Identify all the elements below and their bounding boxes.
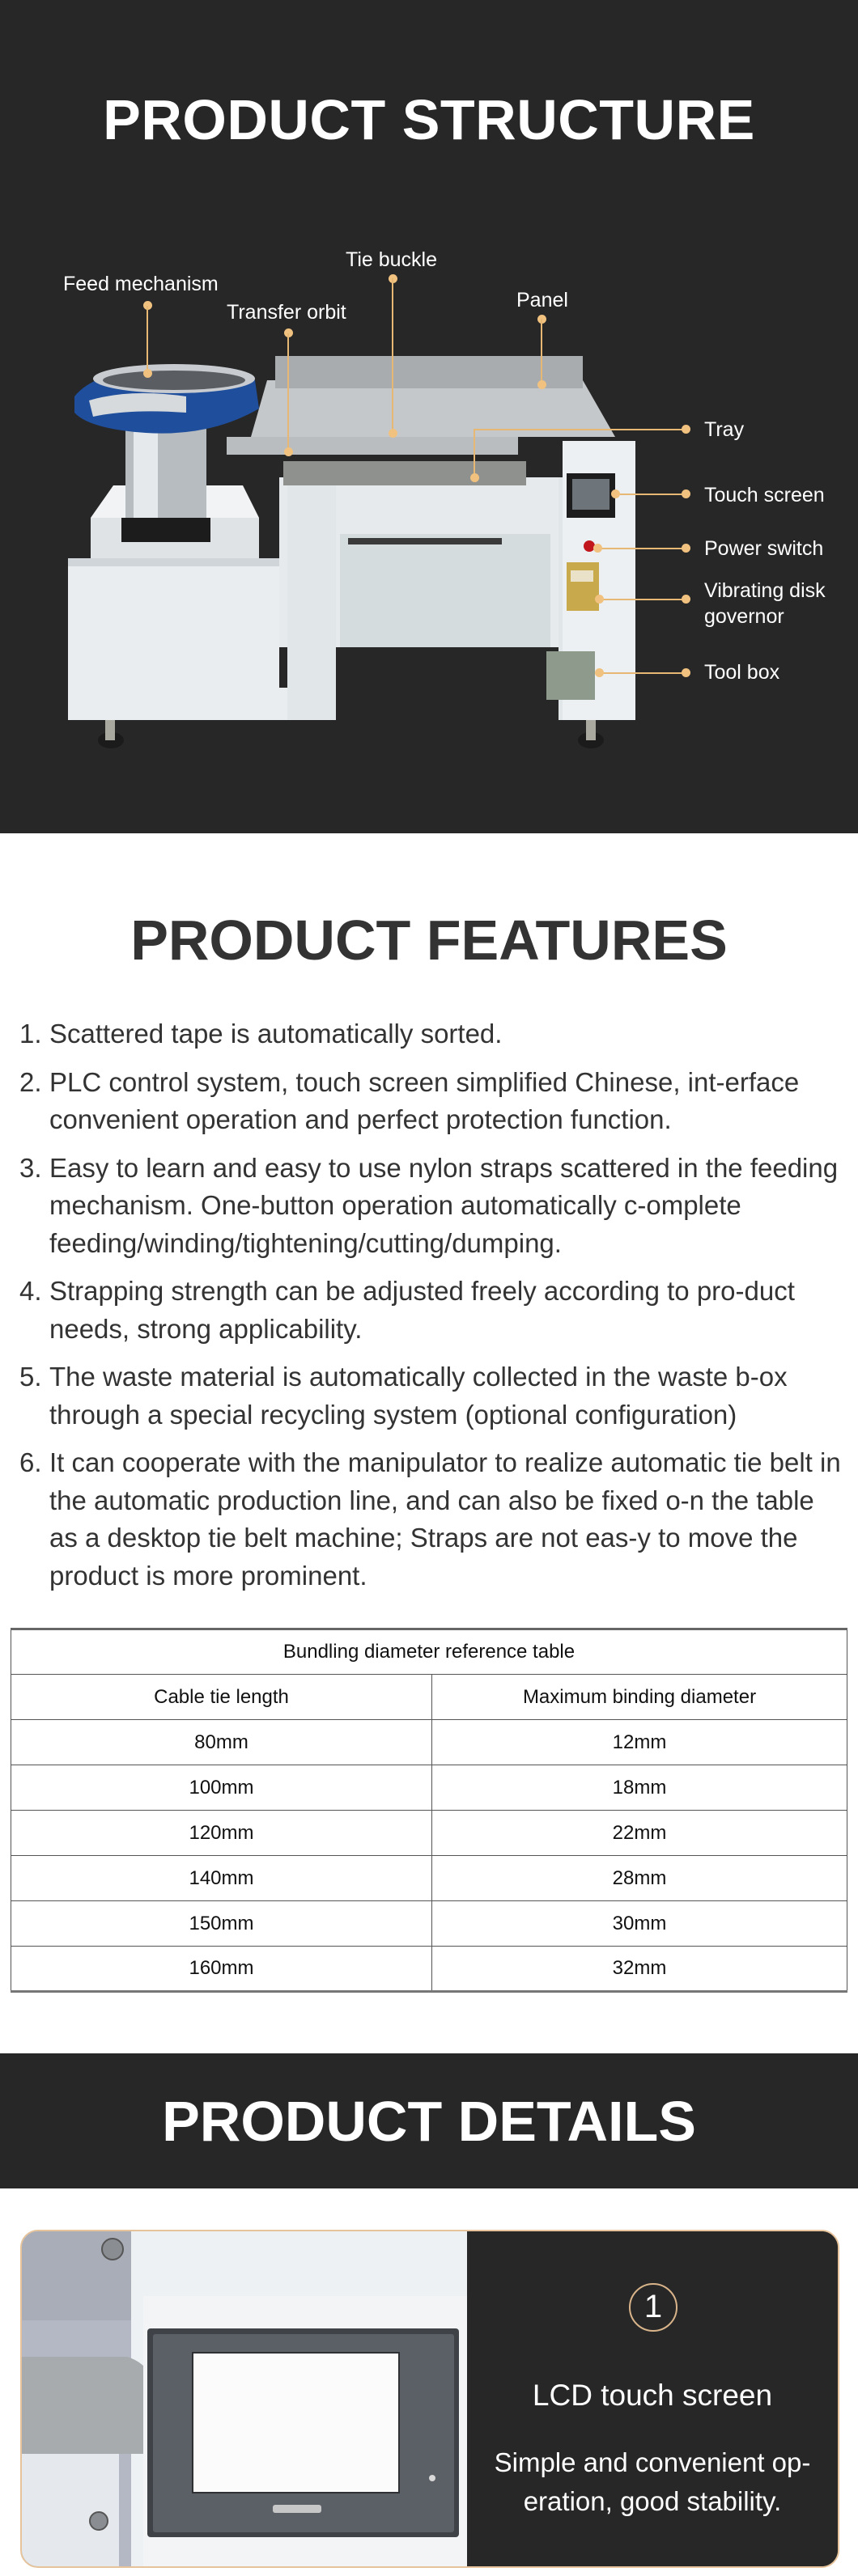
callout-dot [611, 489, 620, 498]
feature-item [19, 1273, 845, 1348]
feature-item [19, 1358, 845, 1434]
cell-diameter: 22mm [432, 1811, 847, 1856]
cell-length: 140mm [11, 1856, 432, 1901]
label-touch-screen: Touch screen [704, 484, 825, 506]
table-row [11, 1811, 847, 1856]
feature-text: Scattered tape is automatically sorted. [49, 1019, 503, 1049]
label-tie-buckle: Tie buckle [346, 248, 438, 271]
table-row [11, 1720, 847, 1765]
feature-number: 6. [19, 1447, 42, 1477]
section-title-details: PRODUCT DETAILS [162, 2090, 696, 2153]
table-row [11, 1856, 847, 1901]
touch-screen-illustration [22, 2231, 467, 2566]
table-caption-row [11, 1629, 847, 1675]
column-header-max-binding-diameter: Maximum binding diameter [432, 1675, 847, 1720]
feature-item [19, 1064, 845, 1139]
detail-card-lcd-touch-screen [20, 2230, 839, 2568]
cell-diameter: 18mm [432, 1765, 847, 1811]
lcd-touch-screen-photo [22, 2231, 467, 2566]
label-feed-mechanism: Feed mechanism [63, 273, 219, 295]
callout-dot [682, 668, 690, 677]
detail-description: Simple and convenient op-eration, good stability. [494, 2447, 811, 2516]
feature-text: PLC control system, touch screen simplified Chinese, int-erface convenient operation and perfect protection function. [49, 1066, 800, 1134]
feature-text: Strapping strength can be adjusted freely according to pro-duct needs, strong applicability. [49, 1276, 795, 1344]
cell-length: 150mm [11, 1901, 432, 1947]
callout-dot [389, 429, 397, 438]
features-list [19, 1015, 845, 1605]
feature-text: The waste material is automatically collected in the waste b-ox through a special recycling system (optional configuration) [49, 1362, 788, 1430]
callout-dot [537, 380, 546, 389]
callout-dot [682, 595, 690, 604]
cell-diameter: 30mm [432, 1901, 847, 1947]
callout-line [597, 548, 686, 549]
feature-number: 3. [19, 1152, 42, 1183]
feature-text: It can cooperate with the manipulator to realize automatic tie belt in the automatic production line, and can also be fixed o-n the table as a desktop tie belt machine; Straps are not eas-y to move the product is more prominent. [49, 1447, 841, 1591]
callout-dot [593, 544, 602, 553]
cell-length: 100mm [11, 1765, 432, 1811]
feature-number: 4. [19, 1276, 42, 1306]
table-row [11, 1947, 847, 1992]
section-title-structure: PRODUCT STRUCTURE [103, 88, 755, 151]
cell-diameter: 28mm [432, 1856, 847, 1901]
cell-length: 120mm [11, 1811, 432, 1856]
cell-length: 160mm [11, 1947, 432, 1992]
label-vibrating-disk-governor: Vibrating disk governor [704, 579, 826, 628]
callout-dot [595, 595, 604, 604]
callout-dot [143, 369, 152, 378]
table-header-row [11, 1675, 847, 1720]
callout-line [392, 278, 393, 432]
callout-line [474, 429, 686, 430]
callout-line [541, 319, 542, 383]
table-row [11, 1765, 847, 1811]
callout-line [615, 494, 686, 495]
callout-line [287, 333, 289, 451]
product-structure-section [0, 0, 858, 833]
feature-item [19, 1150, 845, 1263]
column-header-cable-tie-length: Cable tie length [11, 1675, 432, 1720]
callout-line [474, 429, 475, 477]
label-power-switch: Power switch [704, 537, 824, 560]
product-details-header [0, 2053, 858, 2188]
table-caption: Bundling diameter reference table [11, 1629, 847, 1675]
feature-text: Easy to learn and easy to use nylon straps scattered in the feeding mechanism. One-button operation automatically c-omplete feeding/winding/tightening/cutting/dumping. [49, 1152, 839, 1258]
feature-number: 5. [19, 1362, 42, 1392]
callout-dot [284, 447, 293, 456]
table-row [11, 1901, 847, 1947]
callout-line [599, 672, 686, 674]
feature-number: 1. [19, 1019, 42, 1049]
label-transfer-orbit: Transfer orbit [227, 301, 346, 324]
callout-dot [682, 544, 690, 553]
label-tray: Tray [704, 418, 745, 441]
feature-number: 2. [19, 1066, 42, 1097]
cell-length: 80mm [11, 1720, 432, 1765]
callout-dot [470, 473, 479, 482]
feature-item [19, 1015, 845, 1053]
cell-diameter: 32mm [432, 1947, 847, 1992]
callout-dot [682, 489, 690, 498]
step-number-badge: 1 [629, 2283, 677, 2332]
callout-line [147, 306, 148, 371]
callout-line [599, 599, 686, 600]
section-title-features: PRODUCT FEATURES [130, 909, 728, 972]
label-tool-box: Tool box [704, 661, 780, 684]
detail-text-panel [467, 2231, 838, 2566]
detail-heading: LCD touch screen [532, 2379, 773, 2412]
callout-dot [682, 425, 690, 434]
cell-diameter: 12mm [432, 1720, 847, 1765]
bundling-diameter-table [11, 1628, 847, 1993]
callout-dot [595, 668, 604, 677]
label-panel: Panel [516, 289, 568, 311]
feature-item [19, 1444, 845, 1595]
